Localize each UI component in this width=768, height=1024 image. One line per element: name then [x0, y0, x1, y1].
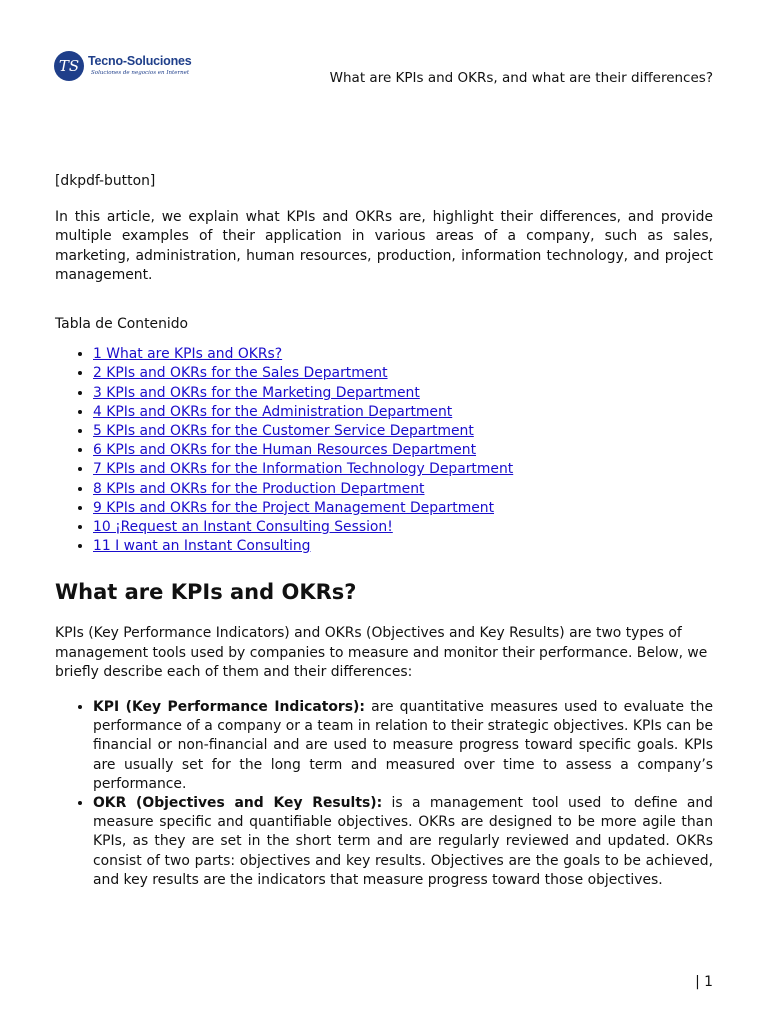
- toc-item: [93, 441, 713, 460]
- toc-link-3[interactable]: 3 KPIs and OKRs for the Marketing Department: [93, 384, 420, 401]
- definition-text: are quantitative measures used to evaluate the performance of a company or a team in relation to their strategic objectives. KPIs can be financial or non-financial and are used to measure progress toward specific goals. KPIs are usually set for the long term and measured over time to assess a company’s performance.: [93, 699, 713, 792]
- definition-item-kpi: [93, 698, 713, 794]
- toc-link-11[interactable]: 11 I want an Instant Consulting: [93, 538, 311, 555]
- definition-term: OKR (Objectives and Key Results):: [93, 795, 383, 812]
- toc-link-9[interactable]: 9 KPIs and OKRs for the Project Management Department: [93, 499, 495, 516]
- page-header-title: What are KPIs and OKRs, and what are their differences?: [329, 70, 713, 86]
- page-number: | 1: [695, 974, 713, 990]
- toc-link-5[interactable]: 5 KPIs and OKRs for the Customer Service Department: [93, 423, 474, 440]
- toc-item: [93, 364, 713, 383]
- logo-mark: TS: [54, 51, 84, 81]
- toc-link-1[interactable]: 1 What are KPIs and OKRs?: [93, 346, 283, 363]
- dkpdf-shortcode: [dkpdf-button]: [55, 173, 156, 189]
- section-heading: What are KPIs and OKRs?: [55, 580, 357, 605]
- document-body: [55, 172, 713, 890]
- toc-item: [93, 460, 713, 479]
- toc-link-2[interactable]: 2 KPIs and OKRs for the Sales Department: [93, 365, 388, 382]
- toc-item: [93, 384, 713, 403]
- intro-paragraph: In this article, we explain what KPIs and OKRs are, highlight their differences, and provide multiple examples of their application in various areas of a company, such as sales, marketing, administration, human resources, production, information technology, and project management.: [55, 209, 713, 283]
- logo-tagline: Soluciones de negocios en Internet: [91, 70, 190, 76]
- definitions-list: [55, 698, 713, 890]
- toc-item: [93, 480, 713, 499]
- toc-link-10[interactable]: 10 ¡Request an Instant Consulting Session!: [93, 519, 393, 536]
- toc-item: [93, 537, 713, 556]
- company-logo: [54, 51, 204, 83]
- toc-item: [93, 518, 713, 537]
- toc-link-8[interactable]: 8 KPIs and OKRs for the Production Department: [93, 480, 425, 497]
- toc-item: [93, 403, 713, 422]
- definition-term: KPI (Key Performance Indicators):: [93, 699, 365, 716]
- definition-item-okr: [93, 794, 713, 890]
- toc-link-6[interactable]: 6 KPIs and OKRs for the Human Resources Department: [93, 442, 477, 459]
- toc-title: Tabla de Contenido: [55, 316, 189, 333]
- section-intro-paragraph: KPIs (Key Performance Indicators) and OKRs (Objectives and Key Results) are two types of management tools used by companies to measure and monitor their performance. Below, we briefly describe each of them and their differences:: [55, 625, 708, 680]
- toc-link-4[interactable]: 4 KPIs and OKRs for the Administration Department: [93, 403, 453, 420]
- toc-item: [93, 422, 713, 441]
- definition-text: is a management tool used to define and measure specific and quantifiable objectives. OKRs are designed to be more agile than KPIs, as they are set in the short term and are regularly reviewed and updated. OKRs consist of two parts: objectives and key results. Objectives are the goals to be achieved, and key results are the indicators that measure progress toward those objectives.: [93, 795, 713, 888]
- toc-link-7[interactable]: 7 KPIs and OKRs for the Information Technology Department: [93, 461, 514, 478]
- logo-name: Tecno-Soluciones: [88, 54, 192, 68]
- table-of-contents: [55, 345, 713, 556]
- toc-item: [93, 499, 713, 518]
- toc-item: [93, 345, 713, 364]
